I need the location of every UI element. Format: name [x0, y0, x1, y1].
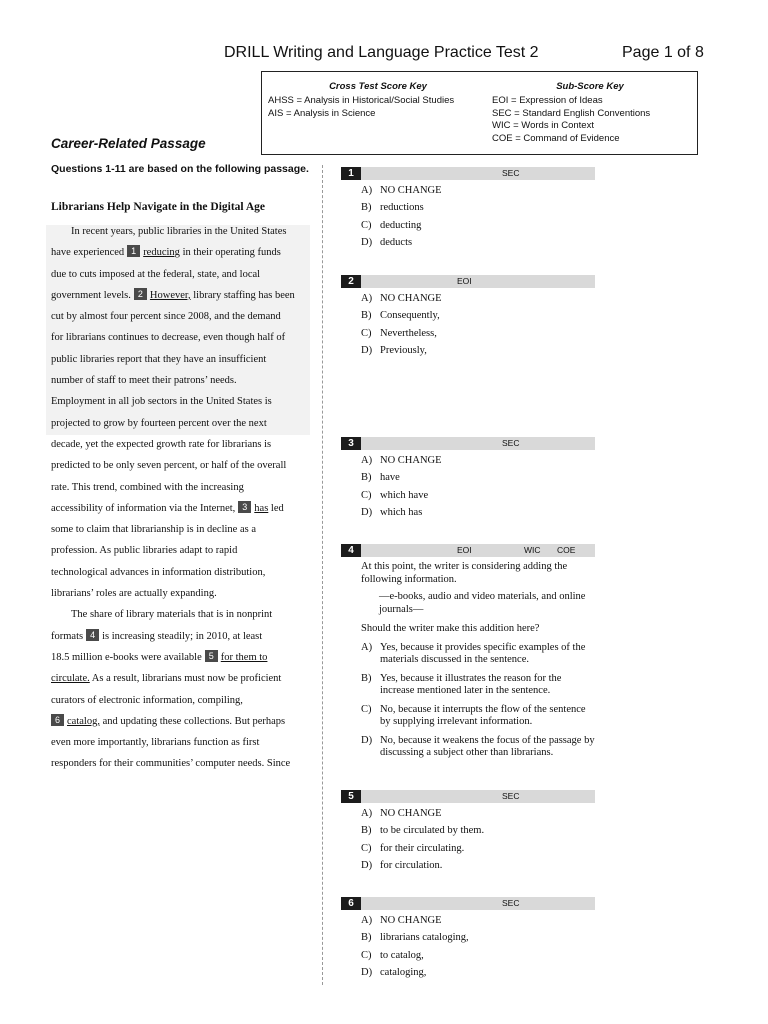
choice-text: Nevertheless, [380, 327, 437, 339]
passage-line: even more importantly, librarians function as first [51, 737, 260, 749]
choice-letter: A) [361, 641, 373, 653]
question-number: 1 [341, 167, 361, 180]
answer-choices [361, 912, 469, 981]
choice-letter: A) [361, 808, 373, 819]
question-number: 6 [341, 897, 361, 910]
choice-text: for their circulating. [380, 842, 465, 854]
choice-text: which has [380, 506, 423, 518]
passage-text-run: accessibility of information via the Internet, [51, 502, 236, 514]
answer-choice[interactable] [361, 704, 597, 729]
choice-text: librarians cataloging, [380, 932, 469, 944]
question-header [341, 544, 595, 557]
choice-letter: A) [361, 293, 373, 304]
passage-text-run: have experienced [51, 247, 125, 259]
passage-line: predicted to be only seven percent, or half of the overall [51, 460, 287, 472]
question-prompt: At this point, the writer is considering adding the following information. [361, 561, 568, 585]
answer-choice[interactable] [361, 947, 469, 964]
choice-letter: B) [361, 202, 372, 214]
underlined-phrase: circulate. [51, 673, 90, 685]
subscore-tag: SEC [502, 168, 520, 178]
answer-choice[interactable] [361, 735, 597, 760]
choice-text: cataloging, [380, 966, 427, 978]
choice-letter: B) [361, 932, 372, 944]
sub-key-entry: WIC = Words in Context [492, 120, 594, 131]
answer-choice[interactable] [361, 912, 469, 929]
passage-line: rate. This trend, combined with the increasing [51, 481, 244, 493]
answer-choices [361, 290, 442, 359]
question-header [341, 897, 595, 910]
answer-choice[interactable] [361, 452, 442, 469]
passage-line: The share of library materials that is in nonprint [71, 609, 273, 621]
underlined-phrase: reducing [143, 247, 180, 259]
answer-choice[interactable] [361, 325, 442, 342]
choice-letter: A) [361, 185, 373, 196]
passage-text-run: led [268, 502, 284, 514]
passage-line: profession. As public libraries adapt to rapid [51, 545, 238, 557]
passage-line: cut by almost four percent since 2008, and the demand [51, 311, 281, 323]
passage-line: decade, yet the expected growth rate for librarians is [51, 438, 272, 450]
choice-text: NO CHANGE [380, 185, 442, 196]
sub-key-entry: EOI = Expression of Ideas [492, 95, 603, 106]
question-number: 2 [341, 275, 361, 288]
answer-choice[interactable] [361, 929, 469, 946]
question-marker: 6 [51, 714, 64, 726]
passage-line: Employment in all job sectors in the United States is [51, 396, 272, 408]
subscore-tag: SEC [502, 898, 520, 908]
passage-line: number of staff to meet their patrons’ needs. [51, 375, 237, 387]
question-header [341, 437, 595, 450]
question-text: Should the writer make this addition here? [361, 623, 540, 634]
column-divider [322, 165, 323, 985]
question-header [341, 790, 595, 803]
question-number: 4 [341, 544, 361, 557]
choice-text: which have [380, 489, 429, 501]
choice-text: for circulation. [380, 859, 443, 871]
passage-line: technological advances in information distribution, [51, 566, 266, 578]
cross-key-entry: AHSS = Analysis in Historical/Social Studies [268, 95, 455, 106]
choice-letter: D) [361, 344, 373, 356]
choice-letter: D) [361, 859, 373, 871]
choice-text: deducts [380, 236, 413, 248]
answer-choice[interactable] [361, 805, 484, 822]
answer-choice[interactable] [361, 964, 469, 981]
passage-line [51, 668, 309, 689]
passage-line: public libraries report that they have an insufficient [51, 353, 267, 365]
proposed-addition: —e-books, audio and video materials, and online journals— [379, 591, 586, 615]
answer-choice[interactable] [361, 504, 442, 521]
underlined-phrase: for them to [220, 651, 268, 663]
choice-letter: C) [361, 949, 372, 961]
passage-text [51, 221, 309, 775]
question-marker: 3 [238, 501, 251, 513]
subscore-tag: WIC [524, 545, 541, 555]
choice-text: NO CHANGE [380, 293, 442, 304]
sub-score-key [490, 81, 690, 145]
passage-text-run: and updating these collections. But perhaps [99, 715, 286, 727]
question-marker: 1 [127, 245, 140, 257]
questions-intro: Questions 1-11 are based on the following passage. [51, 163, 309, 175]
choice-text: deducting [380, 219, 422, 231]
choice-text: to catalog, [380, 949, 424, 961]
answer-choice[interactable] [361, 469, 442, 486]
choice-text: No, because it interrupts the flow of the sentence by supplying irrelevant information. [380, 703, 586, 727]
answer-choice[interactable] [361, 487, 442, 504]
choice-text: Consequently, [380, 310, 440, 322]
answer-choice[interactable] [361, 199, 442, 216]
underlined-phrase: However, [149, 289, 191, 301]
section-heading: Career-Related Passage [51, 136, 206, 151]
underlined-phrase: catalog, [67, 715, 100, 727]
answer-choice[interactable] [361, 822, 484, 839]
document-title: DRILL Writing and Language Practice Test 2 [224, 44, 539, 61]
cross-test-score-key [268, 81, 488, 120]
choice-letter: D) [361, 236, 373, 248]
answer-choice[interactable] [361, 182, 442, 199]
choice-letter: B) [361, 825, 372, 837]
choice-text: NO CHANGE [380, 808, 442, 819]
choice-letter: A) [361, 455, 373, 466]
answer-choice[interactable] [361, 642, 597, 667]
passage-text-run: formats [51, 630, 84, 642]
sub-score-key-title: Sub-Score Key [556, 81, 624, 92]
answer-choice[interactable] [361, 234, 442, 251]
sub-key-entry: COE = Command of Evidence [492, 132, 620, 144]
score-key-box [261, 71, 698, 155]
answer-choice[interactable] [361, 290, 442, 307]
question-marker: 4 [86, 629, 99, 641]
answer-choice[interactable] [361, 342, 442, 359]
passage-line [51, 242, 309, 263]
question-number: 5 [341, 790, 361, 803]
underlined-phrase: has [254, 502, 269, 514]
passage-line [51, 285, 309, 306]
subscore-tag: EOI [457, 276, 472, 286]
choice-letter: C) [361, 703, 372, 715]
question-marker: 2 [134, 288, 147, 300]
passage-text-run: 18.5 million e-books were available [51, 651, 202, 663]
passage-line: responders for their communities’ computer needs. Since [51, 758, 291, 770]
choice-text: Previously, [380, 344, 427, 356]
choice-text: Yes, because it illustrates the reason for the increase mentioned later in the sentence. [380, 672, 562, 696]
page-number: Page 1 of 8 [622, 44, 704, 61]
subscore-tag: SEC [502, 438, 520, 448]
passage-title: Librarians Help Navigate in the Digital Age [51, 201, 266, 213]
passage-line: projected to grow by fourteen percent over the next [51, 417, 267, 429]
answer-choice[interactable] [361, 840, 484, 857]
passage-line: due to cuts imposed at the federal, state, and local [51, 268, 261, 280]
passage-line [51, 647, 309, 668]
passage-line: curators of electronic information, compiling, [51, 694, 243, 706]
passage-text-run: is increasing steadily; in 2010, at least [102, 630, 263, 642]
choice-letter: C) [361, 842, 372, 854]
answer-choice[interactable] [361, 217, 442, 234]
choice-letter: D) [361, 966, 373, 978]
subscore-tag: SEC [502, 791, 520, 801]
choice-letter: D) [361, 734, 373, 746]
subscore-tag: EOI [457, 545, 472, 555]
choice-letter: C) [361, 327, 372, 339]
choice-letter: B) [361, 310, 372, 322]
choice-letter: A) [361, 915, 373, 926]
choice-letter: C) [361, 489, 372, 501]
sub-key-entry: SEC = Standard English Conventions [492, 107, 651, 119]
cross-test-key-title: Cross Test Score Key [329, 81, 427, 92]
choice-letter: C) [361, 219, 372, 231]
passage-text-run: library staffing has been [190, 289, 295, 301]
passage-text-run: government levels. [51, 289, 131, 301]
choice-text: NO CHANGE [380, 455, 442, 466]
question-header [341, 275, 595, 288]
passage-line: some to claim that librarianship is in decline as a [51, 524, 256, 536]
choice-text: have [380, 472, 400, 484]
question-4-body [361, 561, 597, 760]
passage-line: librarians’ roles are actually expanding. [51, 588, 217, 600]
passage-line [51, 498, 309, 519]
question-marker: 5 [205, 650, 218, 662]
choice-text: to be circulated by them. [380, 825, 485, 837]
choice-text: No, because it weakens the focus of the passage by discussing a subject other than librarians. [380, 734, 595, 758]
choice-text: Yes, because it provides specific examples of the materials discussed in the sentence. [380, 641, 586, 665]
choice-letter: D) [361, 506, 373, 518]
question-header [341, 167, 595, 180]
passage-line: for librarians continues to decrease, even though half of [51, 332, 286, 344]
choice-letter: B) [361, 672, 372, 684]
answer-choice[interactable] [361, 673, 597, 698]
answer-choices [361, 182, 442, 251]
passage-text-run: in their operating funds [179, 247, 281, 259]
choice-text: reductions [380, 202, 424, 214]
choice-letter: B) [361, 472, 372, 484]
answer-choices [361, 452, 442, 521]
passage-line [51, 711, 309, 732]
cross-key-entry: AIS = Analysis in Science [268, 107, 376, 119]
answer-choice[interactable] [361, 307, 442, 324]
question-number: 3 [341, 437, 361, 450]
passage-line: In recent years, public libraries in the United States [71, 226, 287, 237]
choice-text: NO CHANGE [380, 915, 442, 926]
answer-choices [361, 805, 484, 874]
answer-choice[interactable] [361, 857, 484, 874]
passage-line [51, 626, 309, 647]
subscore-tag: COE [557, 545, 576, 555]
passage-text-run: As a result, librarians must now be proficient [89, 673, 282, 685]
